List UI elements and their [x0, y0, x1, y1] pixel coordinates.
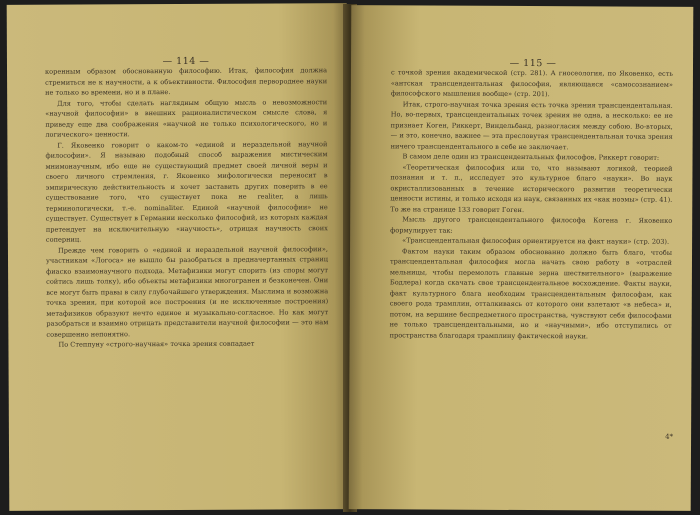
right-page-text [390, 67, 673, 341]
left-page [7, 3, 350, 511]
left-page-text [45, 65, 328, 350]
right-page-number: — 115 — [509, 57, 557, 70]
paragraph: коренным образом обоснованную философию. Итак, философия должна стремиться не к научности, а к объективности. Философия первороднее науки не только во времени, но и в плане. [45, 66, 328, 97]
paragraph: Итак, строго-научная точка зрения есть точка зрения трансцендентальная. Но, во-первых, трансцендентальных точек зрения не одна, а несколько: ее не признает Коген, Риккерт, Виндельбанд, разногласия между собою. Во-вторых, — и это, конечно, важнее — эта пресловутая трансцендентальная точка зрения ничего трансцендентального в себе не заключает. [390, 99, 673, 151]
paragraph: В самом деле один из трансцендентальных философов, Риккерт говорит: [402, 152, 660, 162]
paragraph: Прежде чем говорить о «единой и нераздельной научной философии», участникам «Логоса» не вышло бы разобраться в предначертанных страниц фиаско взаимонаучного подхода. Метафизики могут спорить (из споры могут сойтись лишь толку), ибо объекты метафизики многогранен и безконечен. Они все могут быть правы в силу глубочайшего утверждения. Мыслима и возможна точка зрения, при которой все построения (и не исключенные построения) метафизиков образуют нечто единое и музыкально-согласное. Но как могут разобраться и взаимно отрицать представители научной философии — это нам совершенно непонятно. [45, 244, 329, 339]
right-page [349, 5, 694, 511]
paragraph: Мысль другого трансцендентального философа Когена г. Яковенко формулирует так: [390, 215, 673, 235]
left-page-number: — 114 — [162, 55, 210, 68]
paragraph: По Степпуну «строго-научная» точка зрения совпадает [58, 339, 255, 349]
paragraph: «Трансцендентальная философия ориентируется на факт науки» (стр. 203). [402, 236, 670, 246]
paragraph: Для того, чтобы сделать наглядным общую мысль о невозможности «научной философии» в внешних рационалистическом смысле слова, я приведу еще два соображения «научной не только психологического, но и логического» ценности. [45, 97, 328, 139]
paragraph: Г. Яковенко говорит о каком-то «единой и нераздельной научной философии». Я называю подобный способ выражения мистическим мнимонаучным, ибо еще не существующий предмет своей личной веры и своего личного стремления, г. Яковенко мифологически переносит в эмпирическую действительность и хочет заставить других поверить в ее существование того, что существует пока не realiter, а лишь терминологически, т.-е. nominaliter. Единой «научной философии» не существует. Существует в Германии несколько философий, из которых каждая претендует на исключительную «научность», отрицая научность своих соперниц. [45, 139, 328, 244]
paragraph: Фактом науки таким образом обоснованно должно быть благо, чтобы трансцендентальная философия могла начать свою работу в «отраслей мельницы, чтобы перемолоть главные зерна шествительного» (выражение Бодлера) когда скачать свое трансцендентальное восхождение. Факты науки, факт культурного блага необходим трансцендентальным философам, как своего рода трамплин, отталкиваясь от которого они взлетают «в небеса» и, потом, на вершине беспредметного пространства, чувствуют себя философами не только трансцендентальными, но и «научными», ибо отступились от пространства благодаря трамплину фактической науки. [389, 246, 673, 340]
printer-signature: 4* [665, 432, 674, 441]
paragraph: с точкой зрения академической (стр. 281). А гносеология, по Яковенко, есть «антская трансцендентальная философия, являющаяся «самосознанием» философского мышления вообще» (стр. 201). [390, 68, 673, 99]
paragraph: «Теоретическая философия или то, что называют логикой, теорией познания и т. п., исследует это культурное благо «науки». Во наук окристаллизованных в течение исторического развития теоретически ценности истины, и только исходя из наук, связанных их «как ноэмы» (стр. 41). То же на странице 133 говорит Гоген. [390, 162, 673, 214]
